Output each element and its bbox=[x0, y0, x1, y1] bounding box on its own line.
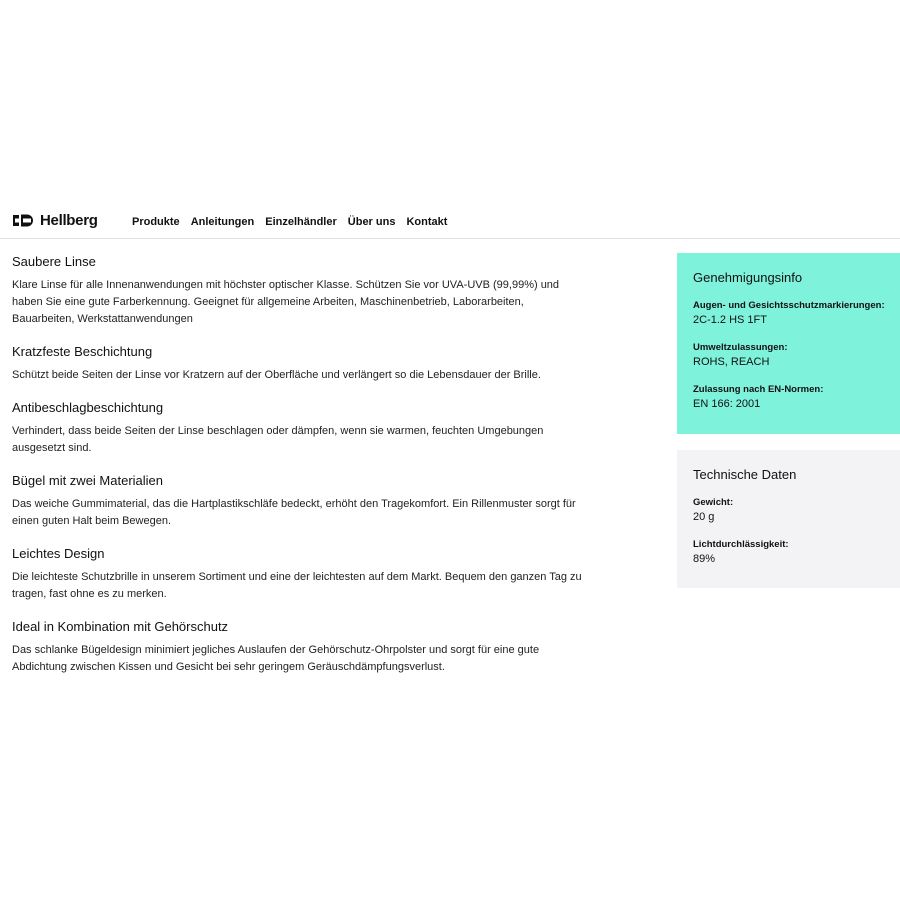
nav-item-ueber-uns[interactable]: Über uns bbox=[347, 216, 396, 228]
feature-title: Ideal in Kombination mit Gehörschutz bbox=[12, 619, 229, 634]
feature-title: Antibeschlagbeschichtung bbox=[12, 400, 164, 415]
spec-weight bbox=[693, 496, 900, 525]
nav-item-produkte[interactable]: Produkte bbox=[132, 216, 180, 228]
spec-label: Umweltzulassungen: bbox=[693, 342, 788, 353]
site-header bbox=[0, 200, 900, 239]
feature-description: Schützt beide Seiten der Linse vor Kratzern auf der Oberfläche und verlängert so die Lebensdauer der Brille. bbox=[12, 369, 541, 381]
tech-card-title: Technische Daten bbox=[693, 467, 797, 482]
feature-hearing-protection-compatible bbox=[12, 619, 587, 676]
feature-anti-fog bbox=[12, 400, 587, 457]
brand-logo[interactable] bbox=[12, 212, 98, 229]
nav-item-kontakt[interactable]: Kontakt bbox=[406, 216, 448, 228]
hellberg-logo-icon bbox=[12, 213, 36, 228]
spec-label: Zulassung nach EN-Normen: bbox=[693, 384, 824, 395]
feature-description: Verhindert, dass beide Seiten der Linse beschlagen oder dämpfen, wenn sie warmen, feuchten Umgebungen ausgesetzt sind. bbox=[12, 425, 544, 454]
brand-name: Hellberg bbox=[40, 212, 98, 229]
main-nav bbox=[132, 216, 447, 228]
feature-title: Kratzfeste Beschichtung bbox=[12, 344, 153, 359]
nav-item-anleitungen[interactable]: Anleitungen bbox=[190, 216, 255, 228]
spec-eye-face-marking bbox=[693, 299, 900, 328]
feature-two-material-temples bbox=[12, 473, 587, 530]
feature-title: Saubere Linse bbox=[12, 254, 96, 269]
feature-lightweight-design bbox=[12, 546, 587, 603]
spec-value: EN 166: 2001 bbox=[693, 398, 761, 410]
spec-label: Gewicht: bbox=[693, 497, 734, 508]
feature-list bbox=[12, 254, 587, 692]
spec-en-standard bbox=[693, 383, 900, 412]
spec-light-transmission bbox=[693, 538, 900, 567]
feature-description: Das weiche Gummimaterial, das die Hartplastikschläfe bedeckt, erhöht den Tragekomfort. Ein Rillenmuster sorgt für einen guten Halt beim Bewegen. bbox=[12, 498, 576, 527]
feature-description: Die leichteste Schutzbrille in unserem Sortiment und eine der leichtesten auf dem Markt. Bequem den ganzen Tag zu tragen, fast ohne es zu merken. bbox=[12, 571, 582, 600]
nav-item-einzelhaendler[interactable]: Einzelhändler bbox=[265, 216, 337, 228]
feature-description: Klare Linse für alle Innenanwendungen mit höchster optischer Klasse. Schützen Sie vor UVA-UVB (99,99%) und haben Sie eine gute Farberkennung. Geeignet für allgemeine Arbeiten, Maschinenbetrieb, Laborarbeiten, Bauarbeiten, Werkstattanwendungen bbox=[12, 279, 560, 325]
spec-label: Augen- und Gesichtsschutzmarkierungen: bbox=[693, 300, 885, 311]
spec-value: 20 g bbox=[693, 511, 715, 523]
feature-scratch-resistant bbox=[12, 344, 587, 384]
feature-description: Das schlanke Bügeldesign minimiert jegliches Auslaufen der Gehörschutz-Ohrpolster und sorgt für eine gute Abdichtung zwischen Kissen und Gesicht bei sehr geringem Geräuschdämpfungsverlust. bbox=[12, 644, 540, 673]
spec-label: Lichtdurchlässigkeit: bbox=[693, 539, 789, 550]
feature-title: Leichtes Design bbox=[12, 546, 105, 561]
feature-clear-lens bbox=[12, 254, 587, 328]
spec-value: ROHS, REACH bbox=[693, 356, 770, 368]
approval-card-title: Genehmigungsinfo bbox=[693, 270, 803, 285]
spec-environmental-approvals bbox=[693, 341, 900, 370]
technical-data-card bbox=[677, 450, 900, 588]
approval-info-card bbox=[677, 253, 900, 434]
feature-title: Bügel mit zwei Materialien bbox=[12, 473, 164, 488]
spec-value: 2C-1.2 HS 1FT bbox=[693, 314, 767, 326]
spec-value: 89% bbox=[693, 553, 716, 565]
